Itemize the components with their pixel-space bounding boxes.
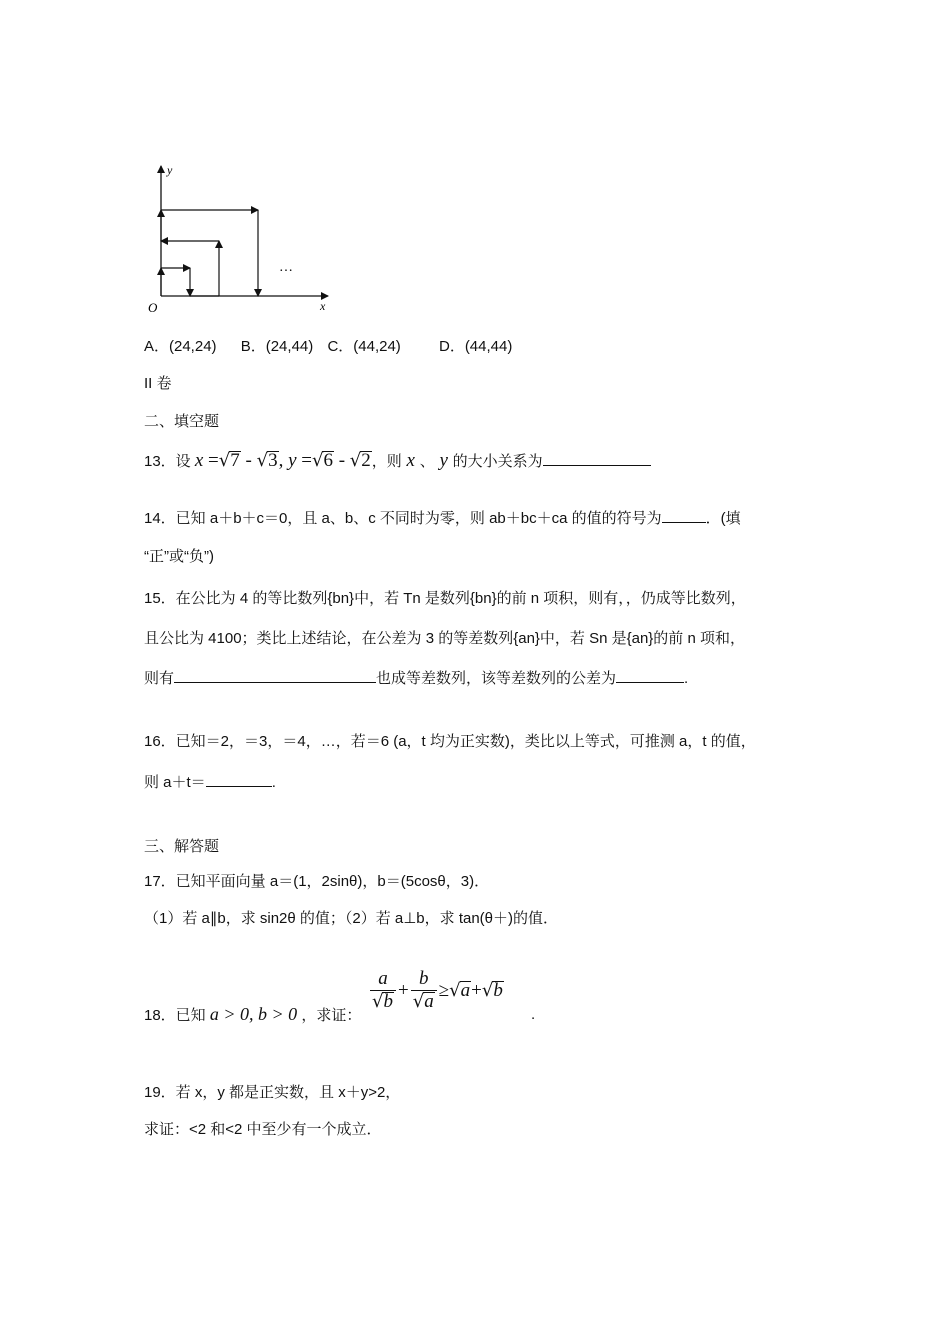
answer-blank <box>662 508 706 523</box>
question-15-line3: 则有 也成等差数列，该等差数列的公差为 . <box>144 670 689 687</box>
y-axis-label: y <box>167 163 173 177</box>
answer-blank <box>543 451 651 466</box>
question-13: 13．设 x =√7 - √3, y =√6 - √2，则 x 、 y 的大小关系为 <box>144 450 651 473</box>
x-axis-label: x <box>320 299 326 313</box>
option-d: D．(44,44) <box>438 338 513 355</box>
question-15: 15．在公比为 4 的等比数列{bn}中，若 Tn 是数列{bn}的前 n 项积，则有，，仍成等比数列， <box>144 590 746 607</box>
origin-label: O <box>148 300 158 315</box>
question-19-line2: 求证：<2 和<2 中至少有一个成立． <box>144 1121 382 1138</box>
question-18: 18．已知 a > 0, b > 0 ，求证： <box>144 1004 362 1024</box>
option-c: C．(44,24) <box>327 338 401 355</box>
heading-answer: 三、解答题 <box>144 838 220 855</box>
question-14-cont: “正”或“负”) <box>144 548 214 565</box>
section-title: II 卷 <box>144 375 172 392</box>
question-16-line2: 则 a＋t＝ . <box>144 774 276 791</box>
option-b: B．(24,44) <box>240 338 314 355</box>
answer-blank <box>174 668 376 683</box>
inequality-formula: $\frac{a}{√b}$ + $\frac{b}{√a}$ ≥√a+√b <box>372 968 503 1012</box>
question-17-parts: （1）若 a∥b，求 sin2θ 的值；（2）若 a⊥b，求 tan(θ＋)的值． <box>144 910 559 927</box>
heading-fill-in: 二、填空题 <box>144 413 220 430</box>
question-15-line2: 且公比为 4100；类比上述结论，在公差为 3 的等差数列{an}中，若 Sn 是{an}的前 n 项和， <box>144 630 745 647</box>
period: . <box>531 1006 536 1023</box>
answer-blank <box>206 772 272 787</box>
step-path-figure <box>140 158 340 318</box>
question-14: 14．已知 a＋b＋c＝0，且 a、b、c 不同时为零，则 ab＋bc＋ca 的值的符号为 ．(填 <box>144 510 741 527</box>
continuation-dots: … <box>280 260 293 275</box>
option-a: A．(24,24) <box>144 338 217 355</box>
question-19: 19．若 x，y 都是正实数，且 x＋y>2， <box>144 1084 401 1101</box>
answer-options <box>144 336 526 358</box>
answer-blank <box>616 668 684 683</box>
question-16: 16．已知＝2，＝3，＝4，…，若＝6 (a，t 均为正实数)，类比以上等式，可推测 a，t 的值， <box>144 733 756 750</box>
question-17: 17．已知平面向量 a＝(1，2sinθ)，b＝(5cosθ，3)． <box>144 873 490 890</box>
